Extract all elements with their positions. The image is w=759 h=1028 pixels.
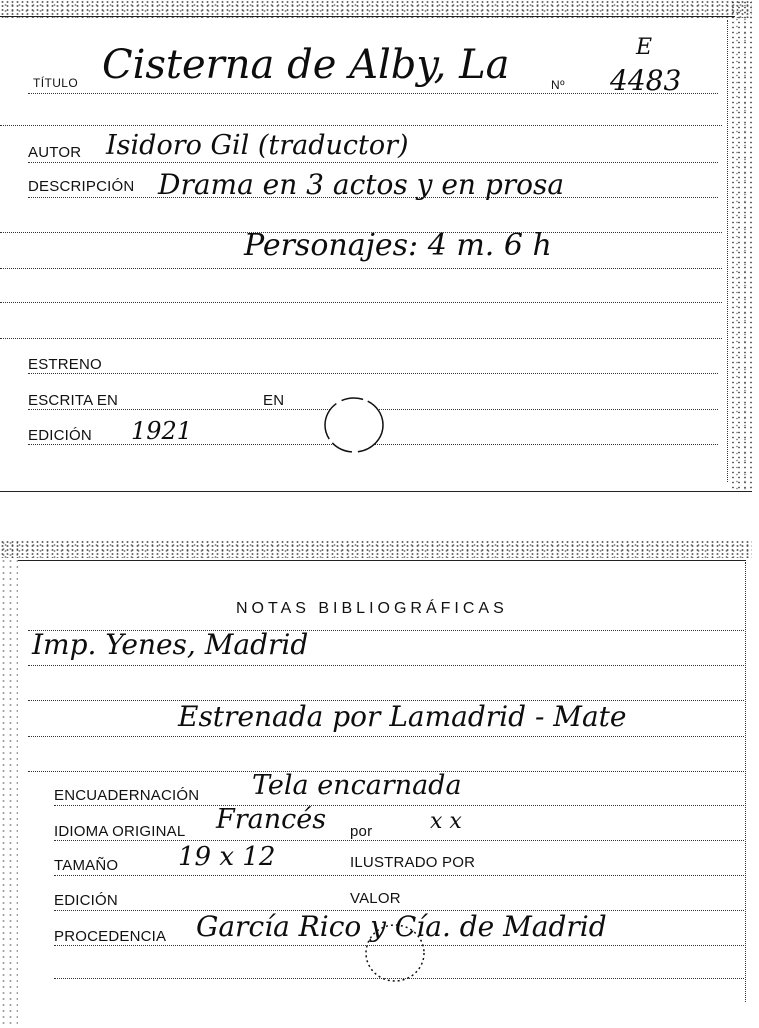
escrita-en-label: ESCRITA EN [28, 392, 119, 409]
ruled-line [54, 875, 744, 876]
card-top-border [18, 560, 746, 561]
edicion-label: EDICIÓN [54, 892, 118, 909]
card-edge-top [0, 540, 752, 558]
idioma-value: Francés [216, 804, 327, 835]
autor-label: AUTOR [28, 144, 82, 161]
ruled-line [28, 665, 744, 666]
autor-value: Isidoro Gil (traductor) [106, 130, 409, 161]
punch-hole-icon [361, 920, 429, 986]
en-label: EN [263, 392, 285, 409]
por-label: por [350, 823, 373, 840]
descripcion-label: DESCRIPCIÓN [28, 178, 135, 195]
note-line-2: Estrenada por Lamadrid - Mate [178, 700, 627, 733]
encuadernacion-label: ENCUADERNACIÓN [54, 787, 200, 804]
catalog-card-front [0, 0, 752, 492]
card-top-border [0, 16, 735, 17]
personajes-value: Personajes: 4 m. 6 h [244, 228, 552, 263]
edicion-label: EDICIÓN [28, 427, 92, 444]
ruled-line [28, 736, 744, 737]
encuadernacion-value: Tela encarnada [252, 770, 462, 801]
edicion-value: 1921 [131, 417, 193, 445]
procedencia-value: García Rico y Cía. de Madrid [196, 910, 607, 943]
por-value: x x [430, 809, 462, 834]
idioma-label: IDIOMA ORIGINAL [54, 823, 186, 840]
punch-hole-icon [320, 393, 388, 457]
ruled-line [28, 373, 718, 374]
tamano-value: 19 x 12 [178, 842, 276, 872]
note-line-1: Imp. Yenes, Madrid [32, 628, 309, 661]
ruled-line [54, 805, 744, 806]
procedencia-label: PROCEDENCIA [54, 928, 167, 945]
card-edge-right [730, 0, 752, 492]
ruled-line [0, 302, 722, 303]
numero-value: 4483 [610, 64, 682, 97]
ruled-line [54, 840, 744, 841]
ruled-line [0, 338, 722, 339]
numero-prefix: E [636, 35, 653, 60]
descripcion-value: Drama en 3 actos y en prosa [158, 168, 565, 201]
card-right-border [745, 562, 746, 1002]
ruled-line [0, 268, 722, 269]
ruled-line [28, 162, 718, 163]
numero-label: Nº [551, 78, 565, 92]
valor-label: VALOR [350, 890, 401, 907]
titulo-label: TÍTULO [33, 76, 79, 90]
titulo-value: Cisterna de Alby, La [102, 42, 510, 88]
ilustrado-label: ILUSTRADO POR [350, 854, 476, 871]
card-right-border [727, 20, 728, 482]
notas-header: NOTAS BIBLIOGRÁFICAS [236, 600, 508, 617]
tamano-label: TAMAÑO [54, 857, 119, 874]
estreno-label: ESTRENO [28, 356, 102, 373]
card-edge-left [0, 540, 18, 1028]
ruled-line [0, 125, 722, 126]
catalog-card-back [0, 540, 752, 1028]
card-bottom-border [0, 491, 752, 492]
